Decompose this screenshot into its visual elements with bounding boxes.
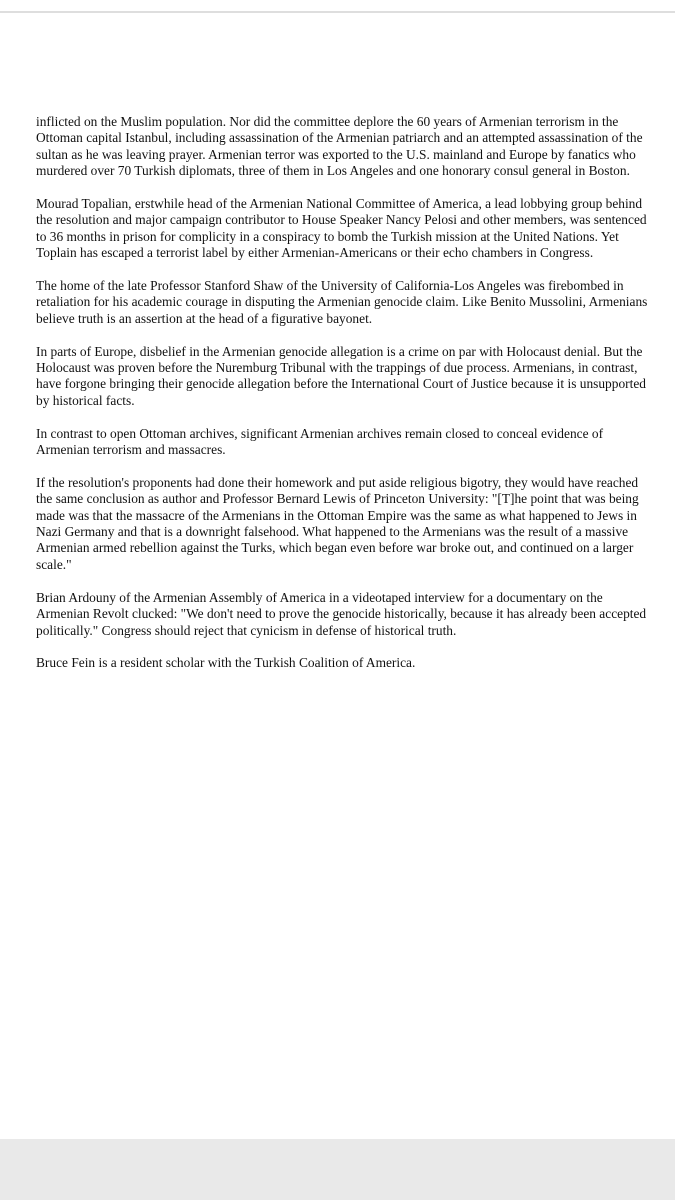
paragraph-ardouny: Brian Ardouny of the Armenian Assembly of America in a videotaped interview for a documentary on the Armenian Revolt clucked: "We don't need to prove the genocide historically, because it has already been accepted politically." Congress should reject that cynicism in defense of historical truth. (36, 589, 647, 638)
paragraph-europe-denial: In parts of Europe, disbelief in the Armenian genocide allegation is a crime on par with Holocaust denial. But the Holocaust was proven before the Nuremburg Tribunal with the trappings of due process. Armenians, in contrast, have forgone bringing their genocide allegation before the International Court of Justice because it is unsupported by historical facts. (36, 343, 646, 408)
page-gap-background (0, 1139, 675, 1200)
top-divider (0, 11, 675, 13)
article-body (36, 114, 648, 688)
paragraph-topalian: Mourad Topalian, erstwhile head of the Armenian National Committee of America, a lead lobbying group behind the resolution and major campaign contributor to House Speaker Nancy Pelosi and other members, was sentenced to 36 months in prison for complicity in a conspiracy to bomb the Turkish mission at the United Nations. Yet Toplain has escaped a terrorist label by either Armenian-Americans or their echo chambers in Congress. (36, 196, 647, 261)
paragraph-shaw-home: The home of the late Professor Stanford Shaw of the University of California-Los Angeles was firebombed in retaliation for his academic courage in disputing the Armenian genocide claim. Like Benito Mussolini, Armenians believe truth is an assertion at the head of a figurative bayonet. (36, 278, 648, 326)
paragraph-archives: In contrast to open Ottoman archives, significant Armenian archives remain closed to conceal evidence of Armenian terrorism and massacres. (36, 425, 604, 458)
paragraph-lewis-quote: If the resolution's proponents had done their homework and put aside religious bigotry, they would have reached the same conclusion as author and Professor Bernard Lewis of Princeton University: "[T]he point that was being made was that the massacre of the Armenians in the Ottoman Empire was the same as what happened to Jews in Nazi Germany and that is a downright falsehood. What happened to the Armenians was the result of a massive Armenian armed rebellion against the Turks, which began even before war broke out, and continued on a larger scale." (36, 474, 639, 572)
paragraph-author-bio: Bruce Fein is a resident scholar with the Turkish Coalition of America. (36, 655, 416, 671)
paragraph-terrorism-istanbul: inflicted on the Muslim population. Nor did the committee deplore the 60 years of Armenian terrorism in the Ottoman capital Istanbul, including assassination of the Armenian patriarch and an attempted assassination of the sultan as he was leaving prayer. Armenian terror was exported to the U.S. mainland and Europe by fanatics who murdered over 70 Turkish diplomats, three of them in Los Angeles and one honorary consul general in Boston. (36, 114, 643, 179)
